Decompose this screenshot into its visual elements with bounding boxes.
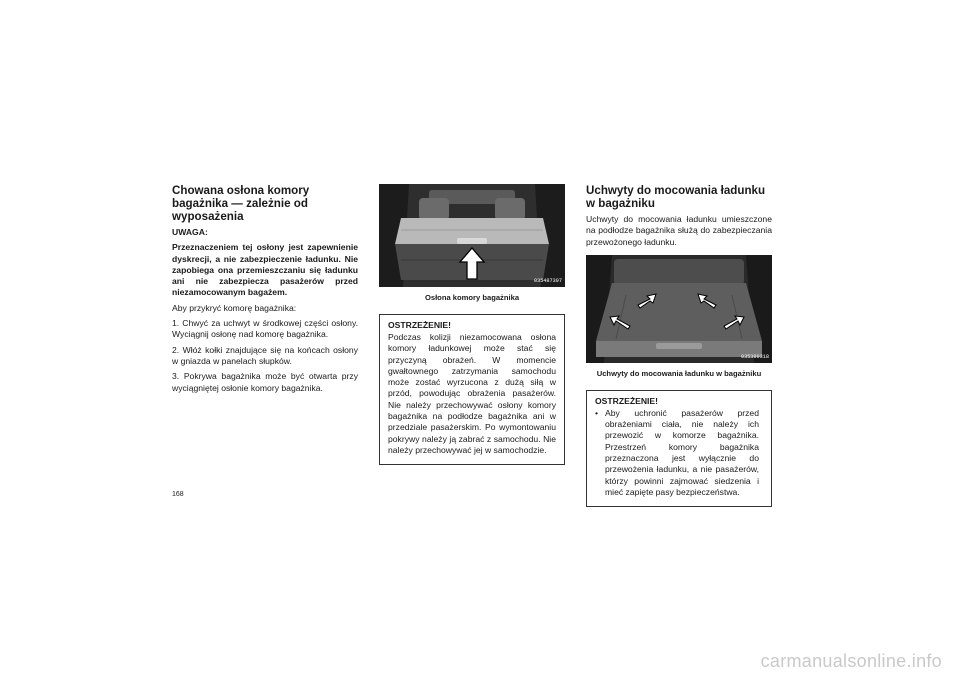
note-label: UWAGA: <box>172 227 208 237</box>
warning-box <box>586 390 772 507</box>
right-column <box>586 184 772 507</box>
intro-paragraph: Aby przykryć komorę bagażnika: <box>172 302 297 313</box>
note-text: Przeznaczeniem tej osłony jest zapewnienie dyskrecji, a nie zabezpieczenie ładunku. Nie zapobiega ona przemieszczaniu się ładunku ani nie zabezpiecza pasażerów przed niezamocowanym bagażem. <box>172 242 358 298</box>
cargo-floor-illustration <box>586 255 772 363</box>
cargo-cover-illustration <box>379 184 565 287</box>
warning-text: Podczas kolizji niezamocowana osłona komory ładunkowej może stać się przyczyną obrażeń. W momencie gwałtownego zatrzymania samochodu może zostać wyrzucona z dużą siłą w przód, powodując obrażenia pasażerów. Nie należy przechowywać osłony komory bagażnika na podłodze bagażnika ani w przedziale pasażerskim. Po wymontowaniu pokrywy należy ją zabrać z samochodu. Nie należy przechowywać jej w samochodzie. <box>388 332 556 455</box>
tie-downs-photo <box>586 255 772 363</box>
section-heading-cargo-cover: Chowana osłona komory bagażnika — zależnie od wyposażenia <box>172 184 310 223</box>
warning-title: OSTRZEŻENIE! <box>388 320 452 330</box>
warning-box <box>379 314 565 465</box>
figure-caption: Osłona komory bagażnika <box>424 293 520 302</box>
figure-code: 035380318 <box>740 353 769 360</box>
warning-title: OSTRZEŻENIE! <box>595 395 659 406</box>
step-2: 2. Włóż kołki znajdujące się na końcach osłony w gniazda w panelach słupków. <box>172 344 358 366</box>
bullet-icon: • <box>595 407 599 418</box>
figure-caption: Uchwyty do mocowania ładunku w bagażniku <box>596 368 762 378</box>
tie-downs-intro: Uchwyty do mocowania ładunku umieszczone na podłodze bagażnika służą do zabezpieczania przewożonego ładunku. <box>586 214 772 247</box>
page-number: 168 <box>172 491 184 498</box>
figure-code: 035487397 <box>533 278 562 284</box>
watermark: carmanualsonline.info <box>760 651 942 671</box>
warning-bullet <box>595 408 763 498</box>
step-3: 3. Pokrywa bagażnika może być otwarta przy wyciągniętej osłonie komory bagażnika. <box>172 371 358 393</box>
left-column <box>172 184 358 398</box>
warning-bullet-text: Aby uchronić pasażerów przed obrażeniami ciała, nie należy ich przewozić w komorze bagażnika. Przestrzeń komory bagażnika przeznaczona jest wyłącznie do przewożenia ładunku, a nie pasażerów, którzy powinni zajmować siedzenia i mieć zapięte pasy bezpieczeństwa. <box>605 407 759 497</box>
middle-column <box>379 184 565 465</box>
cargo-cover-photo <box>379 184 565 287</box>
step-1: 1. Chwyć za uchwyt w środkowej części osłony. Wyciągnij osłonę nad komorę bagażnika. <box>172 318 358 340</box>
section-heading-tie-downs: Uchwyty do mocowania ładunku w bagażniku <box>586 184 766 210</box>
